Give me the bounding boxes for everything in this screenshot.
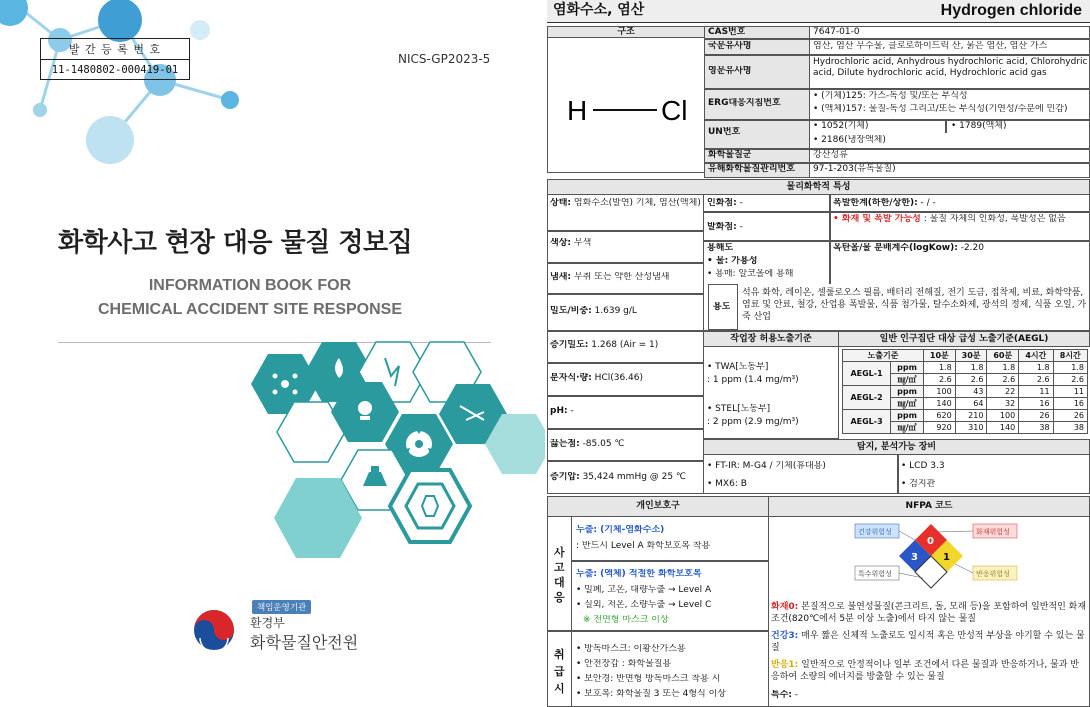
solubility-solvent: • 용매: 알코올에 용해 xyxy=(707,269,794,279)
logkow-row xyxy=(833,243,984,254)
logkow-label: 옥탄올/물 분배계수(logKow): xyxy=(833,243,958,253)
substance-name-korean: 염화수소, 염산 xyxy=(553,2,645,19)
aegl-cell: 16 xyxy=(1053,398,1087,410)
handling-label: 취급시 xyxy=(554,648,565,695)
aegl-cell: 1.8 xyxy=(1019,362,1053,374)
cas-value: 7647-01-0 xyxy=(813,27,860,37)
aegl-cell: 26 xyxy=(1053,410,1087,422)
hex-concentric xyxy=(390,470,470,542)
aegl-cell: 64 xyxy=(955,398,987,410)
nfpa-special-desc xyxy=(771,690,798,701)
vapor-density-row xyxy=(550,340,658,351)
registration-label: 발 간 등 록 번 호 xyxy=(68,43,162,56)
twa-label: • TWA[노동부] xyxy=(707,362,769,372)
nfpa-react-desc-label: 반응1: xyxy=(771,660,799,670)
aegl-cell: 140 xyxy=(923,398,955,410)
nfpa-fire-tag: 화재위험성 xyxy=(976,528,1010,536)
stel-label: • STEL[노동부] xyxy=(707,404,771,414)
nfpa-fire-desc-text: 본질적으로 불연성물질(콘크리트, 돌, 모래 등)을 포함하여 일반적인 화재 조건(820℃에서 5분 이상 노출)에서 타지 않는 물질 xyxy=(771,602,1087,625)
molecule-decoration xyxy=(0,0,545,200)
aegl-title: 일반 인구집단 대상 급성 노출기준(AEGL) xyxy=(838,331,1090,347)
substance-info-sheet xyxy=(547,0,1090,707)
agency-ministry: 환경부 xyxy=(250,616,285,630)
row-line xyxy=(704,119,1090,121)
aegl-unit: ppm xyxy=(891,410,924,422)
nfpa-special-desc-text: - xyxy=(794,690,799,700)
row-line xyxy=(547,630,769,632)
nfpa-health-tag: 건강위험성 xyxy=(858,528,892,536)
aegl-cell: 1.8 xyxy=(923,362,955,374)
formula-label: 분자식·량: xyxy=(550,373,592,383)
aegl-cell: 16 xyxy=(1019,398,1053,410)
aegl-cell: 26 xyxy=(1019,410,1053,422)
aegl-header-cell: 8시간 xyxy=(1053,350,1087,362)
odor-row xyxy=(550,272,669,283)
nfpa-fire-value: 0 xyxy=(927,536,934,547)
ename-label: 영문유사명 xyxy=(708,66,752,76)
logkow-value: -2.20 xyxy=(960,243,984,253)
cas-label: CAS번호 xyxy=(708,27,746,37)
row-line xyxy=(704,38,1090,40)
fire-hazard xyxy=(833,214,1087,225)
leak-liquid-title: 누출: (액체) 적절한 화학보호복 xyxy=(576,569,702,579)
ignition-label: 인화점: xyxy=(707,198,737,208)
agency-name: 화학물질안전원 xyxy=(250,633,359,652)
vapor-pressure-row xyxy=(550,472,686,483)
nfpa-special-desc-label: 특수: xyxy=(771,690,792,700)
twa-value: : 1 ppm (1.4 mg/m³) xyxy=(707,375,799,385)
un-value-1: • 1052(기체) xyxy=(813,121,869,131)
nfpa-react-desc xyxy=(771,659,1087,683)
nfpa-health-desc xyxy=(771,630,1087,654)
nfpa-diamond xyxy=(847,520,1047,590)
stel-value: : 2 ppm (2.9 mg/m³) xyxy=(707,417,799,427)
detect-4: • 검지관 xyxy=(901,479,936,489)
nfpa-health-desc-label: 건강3: xyxy=(771,631,799,641)
aegl-level: AEGL-1 xyxy=(843,362,891,386)
use-label: 용도 xyxy=(713,302,731,312)
aegl-header-cell: 60분 xyxy=(987,350,1019,362)
erg-label: ERG대응지침번호 xyxy=(708,98,781,108)
color-row xyxy=(550,238,591,249)
leak-liquid-2: • 실외, 저온, 소량누출 → Level C xyxy=(576,600,712,610)
v-divider xyxy=(829,194,831,240)
erg-value-1: • (기체)125: 가스-독성 및/또는 부식성 xyxy=(813,91,968,101)
use-value: 석유 화학, 레이온, 셀룰로오스 필름, 배터리 전해질, 전기 도금, 접착제, 비료, 화학약품, 염료 및 안료, 철강, 산업용 폭발물, 식품 첨가물, 탈수소화제, 광석의 정제, 식품 오일, 가죽 산업 xyxy=(742,288,1087,323)
v-divider xyxy=(897,454,899,494)
ph-label: pH: xyxy=(550,406,568,416)
un-label: UN번호 xyxy=(708,127,741,137)
density-label: 밀도/비중: xyxy=(550,306,592,316)
leak-liquid-3: ※ 전면형 마스크 이상 xyxy=(583,615,669,625)
aegl-cell: 1.8 xyxy=(1053,362,1087,374)
row-line xyxy=(547,262,704,264)
substance-name-english: Hydrogen chloride xyxy=(940,2,1082,19)
odor-value: 무취 또는 약한 산성냄새 xyxy=(573,272,670,282)
row-line xyxy=(547,330,704,332)
aegl-cell: 38 xyxy=(1019,422,1053,434)
ppe-title: 개인보호구 xyxy=(547,496,769,517)
toxic-label: 유해화학물질관리번호 xyxy=(708,164,795,174)
nfpa-health-value: 3 xyxy=(911,552,918,563)
aegl-cell: 2.6 xyxy=(1019,374,1053,386)
state-label: 상태: xyxy=(550,198,571,208)
handling-4: • 보호복: 화학물질 3 또는 4형식 이상 xyxy=(576,689,726,699)
registration-number: 11-1480802-000419-01 xyxy=(41,59,189,79)
density-value: 1.639 g/L xyxy=(594,306,637,316)
aegl-cell: 2.6 xyxy=(923,374,955,386)
un-divider xyxy=(945,119,947,133)
row-line xyxy=(704,54,1090,56)
kname-value: 염산, 염산 무수물, 클로로하이드릭 산, 묽은 염산, 염산 가스 xyxy=(813,41,1048,51)
detect-2: • LCD 3.3 xyxy=(901,461,945,471)
ignition-value: - xyxy=(739,198,743,208)
group-label: 화학물질군 xyxy=(708,150,752,160)
formula-cl: Cl xyxy=(661,95,688,126)
leak-liquid-1: • 밀폐, 고온, 대량누출 → Level A xyxy=(576,585,712,595)
fire-label: 발화점: xyxy=(707,222,737,232)
accident-label: 사고대응 xyxy=(554,546,565,604)
group-value: 강산성류 xyxy=(813,150,848,160)
ename-value: Hydrochloric acid, Anhydrous hydrochloric acid, Chlorohydric acid, Dilute hydrochloric acid, Hydrochloric acid gas xyxy=(813,57,1088,79)
detect-3: • MX6: B xyxy=(707,479,747,489)
handling-1: • 방독마스크: 이황산가스용 xyxy=(576,644,686,654)
ph-row xyxy=(550,406,574,417)
aegl-cell: 2.6 xyxy=(955,374,987,386)
odor-label: 냄새: xyxy=(550,272,571,282)
aegl-cell: 38 xyxy=(1053,422,1087,434)
aegl-unit: ㎎/㎥ xyxy=(891,422,924,434)
color-value: 무색 xyxy=(573,238,592,248)
cover-title-english-line1: INFORMATION BOOK FOR xyxy=(148,277,352,294)
structure-diagram xyxy=(547,70,705,150)
aegl-cell: 920 xyxy=(923,422,955,434)
row-line xyxy=(704,88,1090,90)
aegl-header-cell: 30분 xyxy=(955,350,987,362)
cover-title-korean: 화학사고 현장 대응 물질 정보집 xyxy=(58,228,413,258)
un-value-3: • 2186(냉장액체) xyxy=(813,135,886,145)
aegl-unit: ppm xyxy=(891,386,924,398)
cover-title-english-line2: CHEMICAL ACCIDENT SITE RESPONSE xyxy=(97,301,403,318)
aegl-cell: 210 xyxy=(955,410,987,422)
vapor-density-label: 증기밀도: xyxy=(550,340,589,350)
aegl-header-cell: 4시간 xyxy=(1019,350,1053,362)
row-line xyxy=(547,428,704,430)
fire-hazard-text: : 물질 자체의 인화성, 폭발성은 없음 xyxy=(923,214,1066,224)
handling-2: • 안전장갑 : 화학물질용 xyxy=(576,659,672,669)
aegl-cell: 2.6 xyxy=(1053,374,1087,386)
aegl-table xyxy=(842,349,1088,434)
toxic-value: 97-1-203(유독물질) xyxy=(813,164,896,174)
row-line xyxy=(703,240,1090,242)
state-row xyxy=(550,198,703,209)
ignition-row xyxy=(707,198,743,209)
row-line xyxy=(547,293,704,295)
nfpa-react-value: 1 xyxy=(943,552,950,563)
explosion-label: 폭발한계(하한/상한): xyxy=(833,198,918,208)
row-line xyxy=(547,395,704,397)
row-line xyxy=(704,148,1090,150)
vapor-pressure-label: 증기압: xyxy=(550,472,580,482)
explosion-value: - / - xyxy=(920,198,936,208)
aegl-level: AEGL-2 xyxy=(843,386,891,410)
agency-logo-icon xyxy=(192,608,236,652)
aegl-cell: 2.6 xyxy=(987,374,1019,386)
aegl-cell: 11 xyxy=(1053,386,1087,398)
fire-row xyxy=(707,222,743,233)
aegl-cell: 1.8 xyxy=(955,362,987,374)
aegl-unit: ㎎/㎥ xyxy=(891,398,924,410)
aegl-cell: 140 xyxy=(987,422,1019,434)
formula-row xyxy=(550,373,643,384)
solubility-label: 용해도 xyxy=(707,243,734,253)
aegl-cell: 1.8 xyxy=(987,362,1019,374)
aegl-header-row xyxy=(843,350,1088,362)
aegl-cell: 22 xyxy=(987,386,1019,398)
aegl-cell: 310 xyxy=(955,422,987,434)
row-line xyxy=(547,362,704,364)
nfpa-fire-desc xyxy=(771,601,1087,625)
aegl-row xyxy=(843,410,1088,422)
boiling-value: -85.05 ℃ xyxy=(582,439,625,449)
workplace-title: 작업장 허용노출기준 xyxy=(703,331,839,347)
aegl-cell: 620 xyxy=(923,410,955,422)
aegl-unit: ㎎/㎥ xyxy=(891,374,924,386)
phys-section-title: 물리화학적 특성 xyxy=(547,179,1090,195)
agency-badge: 책임운영기관 xyxy=(252,600,311,614)
row-line xyxy=(547,230,704,232)
hexagon-hazard-graphic xyxy=(230,338,545,558)
leak-gas-text: : 반드시 Level A 화학보호복 착용 xyxy=(576,541,711,551)
fire-value: - xyxy=(739,222,743,232)
boiling-label: 끓는점: xyxy=(550,439,580,449)
density-row xyxy=(550,306,637,317)
registration-box xyxy=(40,38,190,80)
vapor-pressure-value: 35,424 mmHg @ 25 ℃ xyxy=(582,472,687,482)
detect-1: • FT-IR: M-G4 / 기체(휴대용) xyxy=(707,461,826,471)
detect-title: 탐지, 분석가능 장비 xyxy=(703,439,1090,455)
aegl-level: AEGL-3 xyxy=(843,410,891,434)
aegl-row xyxy=(843,362,1088,374)
aegl-unit: ppm xyxy=(891,362,924,374)
fire-hazard-title: • 화재 및 폭발 가능성 xyxy=(833,214,921,224)
row-line xyxy=(547,460,704,462)
nfpa-health-desc-text: 매우 짧은 신체적 노출로도 일시적 혹은 만성적 부상을 야기할 수 있는 물질 xyxy=(771,631,1085,654)
sheet-header xyxy=(547,0,1090,23)
aegl-row xyxy=(843,386,1088,398)
nfpa-special-tag: 특수위험성 xyxy=(858,570,892,578)
aegl-cell: 32 xyxy=(987,398,1019,410)
aegl-cell: 11 xyxy=(1019,386,1053,398)
cover-title-english xyxy=(60,274,440,322)
aegl-cell: 43 xyxy=(955,386,987,398)
un-value-2: • 1789(액체) xyxy=(951,121,1007,131)
aegl-cell: 100 xyxy=(987,410,1019,422)
explosion-row xyxy=(833,198,936,209)
nfpa-react-tag: 반응위험성 xyxy=(976,570,1010,578)
solubility-water: • 물: 가용성 xyxy=(707,256,758,266)
formula-value: HCl(36.46) xyxy=(594,373,644,383)
kname-label: 국문유사명 xyxy=(708,41,752,51)
structure-label: 구조 xyxy=(547,26,705,38)
aegl-header-cell: 10분 xyxy=(923,350,955,362)
erg-value-2: • (액체)157: 물질-독성 그리고/또는 부식성(기연성/수분에 민감) xyxy=(813,104,1068,114)
handling-3: • 보안경: 반면형 방독마스크 착용 시 xyxy=(576,674,721,684)
aegl-cell: 100 xyxy=(923,386,955,398)
row-line xyxy=(703,211,1090,213)
boiling-row xyxy=(550,439,625,450)
nfpa-fire-desc-label: 화재0: xyxy=(771,602,799,612)
state-value: 염화수소(발연) 기체, 염산(액체) xyxy=(573,198,701,208)
nfpa-title: NFPA 코드 xyxy=(768,496,1090,517)
vapor-density-value: 1.268 (Air = 1) xyxy=(591,340,659,350)
leak-gas-title: 누출: (기체-염화수소) xyxy=(576,525,665,535)
v-divider xyxy=(829,240,831,284)
doc-code: NICS-GP2023-5 xyxy=(398,52,491,66)
nfpa-react-desc-text: 일반적으로 안정적이나 일부 조건에서 다른 물질과 반응하거나, 물과 반응하여 소량의 에너지를 방출할 수 있는 물질 xyxy=(771,660,1080,683)
color-label: 색상: xyxy=(550,238,571,248)
ph-value: - xyxy=(570,406,574,416)
row-line xyxy=(572,560,769,562)
aegl-header-cell: 노출기준 xyxy=(843,350,924,362)
formula-h: H xyxy=(567,95,588,126)
